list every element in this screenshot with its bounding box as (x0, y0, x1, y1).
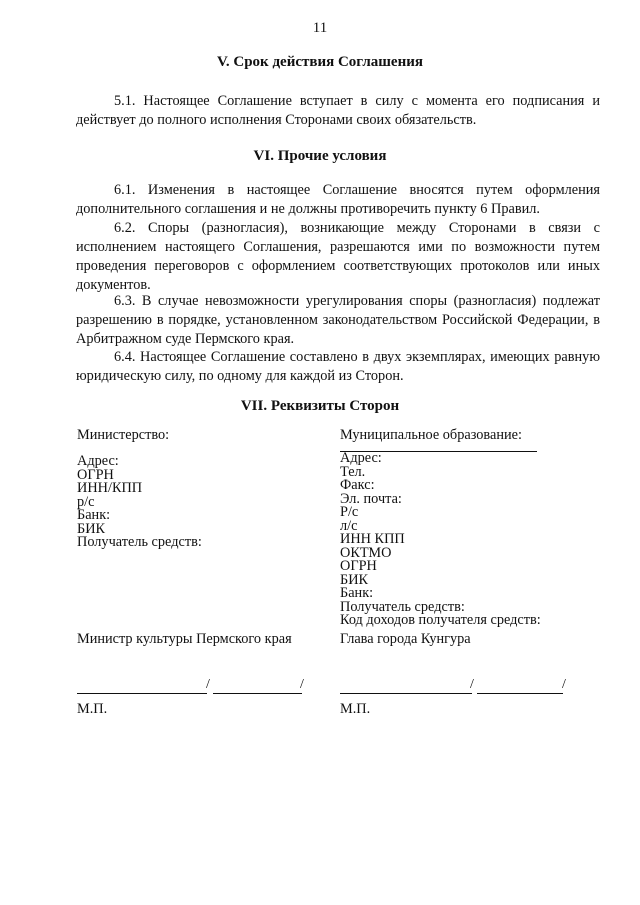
requisite-line: Получатель средств: (340, 598, 465, 615)
municipality-signatory: Глава города Кунгура (340, 631, 471, 647)
paragraph-5-1: 5.1. Настоящее Соглашение вступает в силу с момента его подписания и действует до полного исполнения Сторонами своих обязательств. (76, 93, 600, 128)
requisite-line: ОКТМО (340, 544, 392, 561)
requisite-line: Эл. почта: (340, 490, 402, 507)
requisite-line: р/с (77, 493, 95, 510)
requisite-line: Адрес: (77, 453, 119, 469)
signature-slash: / (300, 677, 304, 692)
municipality-stamp-placeholder: М.П. (340, 701, 371, 717)
requisite-line: ОГРН (340, 558, 377, 574)
requisite-line: Получатель средств: (77, 534, 202, 550)
municipality-signature-line (340, 693, 472, 694)
paragraph-6-4: 6.4. Настоящее Соглашение составлено в двух экземплярах, имеющих равную юридическую силу, по одному для каждой из Сторон. (76, 349, 600, 384)
requisite-line: Банк: (340, 585, 374, 601)
section-title-term: V. Срок действия Соглашения (216, 54, 423, 70)
ministry-stamp-placeholder: М.П. (77, 701, 108, 717)
signature-slash: / (562, 677, 566, 692)
section-title-requisites: VII. Реквизиты Сторон (240, 398, 400, 414)
ministry-signature-line (77, 693, 207, 694)
section-title-other-terms: VI. Прочие условия (253, 148, 387, 164)
ministry-name-line (213, 693, 302, 694)
municipality-name-line (477, 693, 563, 694)
municipality-requisites (340, 452, 541, 628)
ministry-heading: Министерство: (77, 427, 170, 443)
signature-slash: / (470, 677, 474, 692)
paragraph-6-3: 6.3. В случае невозможности урегулирования споры (разногласия) подлежат разрешению в порядке, установленном законодательством Российской Федерации, в Арбитражном суде Пермского края. (76, 293, 600, 347)
page-number: 11 (312, 20, 328, 36)
requisite-line: Р/с (340, 504, 359, 520)
requisite-line: Код доходов получателя средств: (340, 612, 541, 628)
requisite-line: БИК (340, 571, 369, 588)
requisite-line: ОГРН (77, 466, 114, 483)
signature-slash: / (206, 677, 210, 692)
requisite-line: Банк: (77, 507, 111, 523)
paragraph-6-2: 6.2. Споры (разногласия), возникающие между Сторонами в связи с исполнением настоящего Соглашения, разрешаются ими по возможности путем проведения переговоров с оформлением соответствующих протоколов или иных документов. (76, 220, 600, 293)
requisite-line: Тел. (340, 463, 366, 480)
requisite-line: Факс: (340, 477, 375, 493)
requisite-line: ИНН КПП (340, 531, 405, 547)
ministry-signatory: Министр культуры Пермского края (77, 631, 292, 647)
municipality-heading: Муниципальное образование: (340, 427, 522, 443)
requisite-line: БИК (77, 520, 106, 537)
requisite-line: ИНН/КПП (77, 480, 143, 496)
requisite-line: л/с (340, 517, 358, 534)
requisite-line: Адрес: (340, 450, 382, 466)
paragraph-6-1: 6.1. Изменения в настоящее Соглашение вносятся путем оформления дополнительного соглашения и не должны противоречить пункту 6 Правил. (76, 182, 600, 217)
ministry-requisites (77, 455, 202, 550)
